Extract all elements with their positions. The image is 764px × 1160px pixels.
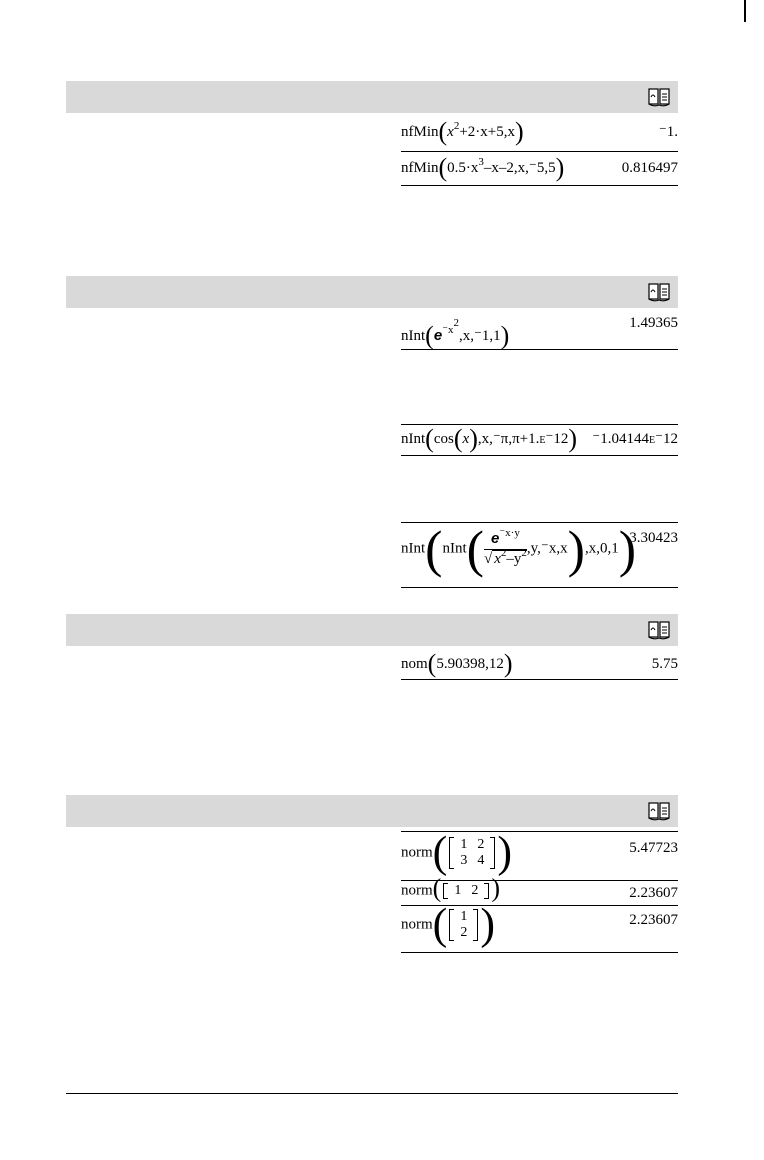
matrix — [449, 909, 478, 941]
inner-function: nInt — [442, 540, 467, 557]
sci-e-mark: E — [539, 435, 546, 446]
arg-var: 0.5·x — [447, 160, 479, 176]
section-header-nint — [66, 276, 678, 308]
example-row: nInt(nInt( $\frac{e^{^-x\cdot y}}{√ x^2-y^2}$ ,y,⁻x,x),x,0,1) 3.30423 — [401, 522, 678, 588]
arg-var: x — [494, 551, 501, 567]
arg-rest: ,x,0,1 — [584, 540, 619, 557]
matrix-cell: 3 — [460, 853, 468, 868]
example-row: $nInt(e^{^-x^2},x,^-1,1)$ 1.49365 — [401, 310, 678, 350]
exponent: 2 — [521, 547, 527, 559]
catalog-book-icon — [648, 801, 670, 821]
inner-function: cos — [433, 431, 454, 447]
arg-var: x — [462, 431, 470, 447]
footer-rule — [66, 1093, 678, 1094]
result-value: 5.75 — [651, 656, 678, 672]
arg-rest: 5.90398,12 — [436, 656, 504, 672]
matrix-cell: 2 — [460, 925, 468, 940]
arg-rest: ,x,⁻1,1 — [459, 328, 501, 344]
arg-rest: –x–2,x,⁻5,5 — [483, 160, 556, 176]
matrix-cell: 1 — [460, 837, 468, 852]
function-name: norm — [401, 882, 433, 899]
example-row: nInt(cos(x),x,⁻π,π+1.E⁻12) ⁻1.04144E⁻12 — [401, 424, 678, 456]
arg-var: x — [447, 124, 454, 140]
euler-e: e — [433, 327, 443, 344]
example-row: norm( 1 2 ) 2.23607 — [401, 906, 678, 953]
exponent: ⁻12 — [545, 431, 569, 447]
section-header-nom — [66, 614, 678, 646]
section-header-norm — [66, 795, 678, 827]
matrix-cell: 1 — [460, 909, 468, 924]
euler-e: e — [491, 530, 500, 547]
function-name: norm — [401, 844, 433, 861]
function-name: nfMin — [401, 160, 439, 176]
sci-e-mark: E — [648, 435, 656, 446]
function-name: nfMin — [401, 124, 439, 140]
exponent: ⁻x — [442, 324, 454, 336]
catalog-book-icon — [648, 282, 670, 302]
arg-rest: –y — [506, 551, 522, 567]
example-row: $nfMin(x^2+2\cdot x+5,x)$ ⁻1. — [401, 116, 678, 152]
matrix-cell: 2 — [471, 883, 479, 898]
exponent: ⁻12 — [655, 431, 678, 447]
result-value: ⁻1.04144 — [592, 431, 649, 447]
matrix-cell: 4 — [477, 853, 485, 868]
result-value: 2.23607 — [629, 912, 678, 928]
matrix — [449, 837, 495, 869]
fraction: $\frac{e^{^-x\cdot y}}{√ x^2-y^2}$ — [484, 527, 527, 567]
exponent: 2 — [453, 317, 459, 329]
function-name: nInt — [401, 328, 426, 344]
example-row: nom(5.90398,12) 5.75 — [401, 649, 678, 678]
matrix — [443, 883, 489, 899]
example-row: $nfMin(0.5\cdot x^3-x-2,x,^-5,5)$ 0.816497 — [401, 152, 678, 186]
example-row: norm( 1 2 3 4 ) 5.47723 — [401, 831, 678, 881]
arg-rest: ,x,⁻π,π+1. — [477, 431, 540, 447]
result-value: ⁻1. — [658, 124, 678, 140]
result-value: 1.49365 — [629, 315, 678, 331]
result-value: 0.816497 — [621, 160, 678, 176]
section-header-nfmin — [66, 81, 678, 113]
catalog-book-icon — [648, 87, 670, 107]
exponent: ⁻x·y — [499, 527, 520, 539]
page-edge-mark — [744, 0, 746, 22]
function-name: nom — [401, 656, 428, 672]
result-value: 2.23607 — [629, 885, 678, 901]
result-value: 3.30423 — [629, 530, 678, 546]
catalog-book-icon — [648, 620, 670, 640]
arg-rest: +2·x+5,x — [459, 124, 516, 140]
example-row: norm( 1 2 ) 2.23607 — [401, 880, 678, 906]
exponent: 2 — [453, 120, 460, 132]
function-name: nInt — [401, 431, 426, 447]
exponent: 3 — [478, 156, 484, 168]
function-name: norm — [401, 916, 433, 933]
function-name: nInt — [401, 540, 426, 557]
exponent: 2 — [500, 547, 507, 559]
arg-rest: ,y,⁻x,x — [526, 540, 568, 557]
result-value: 5.47723 — [629, 840, 678, 856]
matrix-cell: 2 — [477, 837, 485, 852]
matrix-cell: 1 — [454, 883, 462, 898]
